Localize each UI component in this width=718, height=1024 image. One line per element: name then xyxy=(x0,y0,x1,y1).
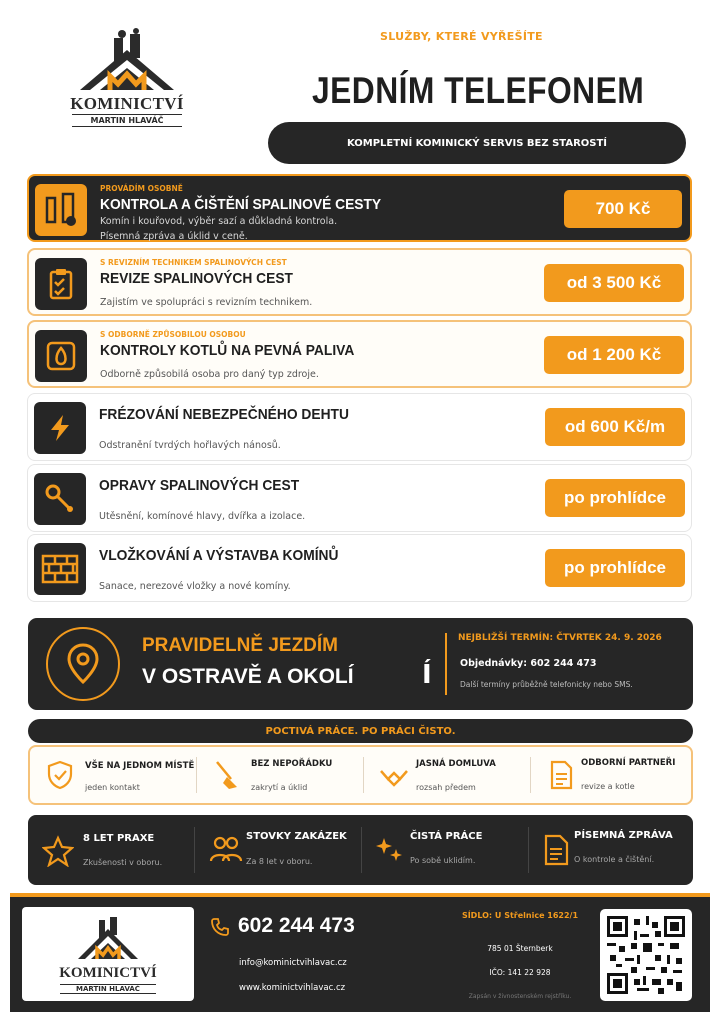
service-card-boilers[interactable] xyxy=(27,320,692,388)
footer-email[interactable]: info@kominictvihlavac.cz xyxy=(239,958,347,968)
lightning-icon xyxy=(34,402,86,454)
price-badge: od 3 500 Kč xyxy=(544,264,684,302)
service-tag: S ODBORNĚ ZPŮSOBILOU OSOBOU xyxy=(100,330,246,339)
report-icon xyxy=(541,833,571,867)
service-title: FRÉZOVÁNÍ NEBEZPEČNÉHO DEHTU xyxy=(99,406,349,423)
header-pill: KOMPLETNÍ KOMINICKÝ SERVIS BEZ STAROSTÍ xyxy=(268,122,686,164)
service-card-inspection[interactable] xyxy=(27,174,692,242)
footer-brand-subname: MARTIN HLAVÁČ xyxy=(60,984,156,994)
motto-banner: POCTIVÁ PRÁCE. PO PRÁCI ČISTO. xyxy=(28,719,693,743)
handshake-icon xyxy=(378,759,410,791)
star-icon xyxy=(42,835,74,867)
brand-subname: MARTIN HLAVÁČ xyxy=(72,114,182,127)
location-line-1: PRAVIDELNĚ JEZDÍM xyxy=(142,635,339,656)
footer-website[interactable]: www.kominictvihlavac.cz xyxy=(239,983,346,993)
brand-logo xyxy=(52,28,202,132)
benefit-item: JASNÁ DOMLUVA rozsah předem xyxy=(364,747,529,803)
house-chimney-logo-icon xyxy=(52,28,202,98)
stat-item: 8 LET PRAXE Zkušenosti v oboru. xyxy=(28,815,193,885)
footer-ico: IČO: 141 22 928 xyxy=(489,968,551,977)
benefit-item: VŠE NA JEDNOM MÍSTĚ jeden kontakt xyxy=(30,747,195,803)
service-title: KONTROLA A ČIŠTĚNÍ SPALINOVÉ CESTY xyxy=(100,196,382,213)
service-desc-2: Písemná zpráva a úklid v ceně. xyxy=(100,231,248,242)
price-badge: od 600 Kč/m xyxy=(545,408,685,446)
service-card-chimney-lining[interactable] xyxy=(27,534,692,602)
next-date: NEJBLIŽŠÍ TERMÍN: ČTVRTEK 24. 9. 2026 xyxy=(458,633,662,643)
divider xyxy=(445,633,447,695)
bricks-icon xyxy=(34,543,86,595)
chimney-brush-icon xyxy=(35,184,87,236)
shield-check-icon xyxy=(44,759,76,791)
footer xyxy=(10,893,710,1012)
benefit-item: BEZ NEPOŘÁDKU zakrytí a úklid xyxy=(197,747,362,803)
footer-logo-card xyxy=(22,907,194,1001)
sparkle-icon xyxy=(374,835,404,865)
service-desc: Sanace, nerezové vložky a nové komíny. xyxy=(99,581,291,592)
orders-phone[interactable]: Objednávky: 602 244 473 xyxy=(460,658,597,669)
service-desc: Odborně způsobilá osoba pro daný typ zdroje. xyxy=(100,369,319,380)
qr-code[interactable] xyxy=(600,909,692,1001)
service-card-repairs[interactable] xyxy=(27,464,692,532)
service-title: REVIZE SPALINOVÝCH CEST xyxy=(100,270,293,287)
location-line-2: V OSTRAVĚ A OKOLÍ xyxy=(142,665,354,688)
qr-code-icon xyxy=(607,916,685,994)
service-card-revision[interactable] xyxy=(27,248,692,316)
service-desc: Utěsnění, komínové hlavy, dvířka a izolace. xyxy=(99,511,306,522)
service-tag: PROVÁDÍM OSOBNĚ xyxy=(100,184,183,193)
service-card-milling[interactable] xyxy=(27,393,692,461)
page-title: JEDNÍM TELEFONEM xyxy=(312,70,645,111)
stats-strip xyxy=(28,815,693,885)
service-desc: Zajistím ve spolupráci s revizním technikem. xyxy=(100,297,313,308)
price-badge: po prohlídce xyxy=(545,549,685,587)
people-icon xyxy=(209,835,243,863)
service-tag: S REVIZNÍM TECHNIKEM SPALINOVÝCH CEST xyxy=(100,258,287,267)
price-badge: 700 Kč xyxy=(564,190,682,228)
boiler-flame-icon xyxy=(35,330,87,382)
location-note: Další termíny průběžně telefonicky nebo SMS. xyxy=(460,680,633,689)
service-title: VLOŽKOVÁNÍ A VÝSTAVBA KOMÍNŮ xyxy=(99,547,339,564)
footer-brand-name: KOMINICTVÍ xyxy=(59,965,157,981)
price-badge: od 1 200 Kč xyxy=(544,336,684,374)
footer-registry: Zapsán v živnostenském rejstříku. xyxy=(468,993,572,1000)
price-badge: po prohlídce xyxy=(545,479,685,517)
location-separator: Í xyxy=(422,660,432,690)
header-kicker: SLUŽBY, KTERÉ VYŘEŠÍTE xyxy=(380,30,543,43)
service-desc: Odstranění tvrdých hořlavých nánosů. xyxy=(99,440,281,451)
phone-icon xyxy=(210,917,230,937)
house-chimney-logo-icon xyxy=(63,913,153,963)
repair-tool-icon xyxy=(34,473,86,525)
service-title: KONTROLY KOTLŮ NA PEVNÁ PALIVA xyxy=(100,342,355,359)
service-desc: Komín i kouřovod, výběr sazí a důkladná kontrola. xyxy=(100,216,338,227)
footer-phone[interactable]: 602 244 473 xyxy=(238,914,355,937)
stat-item: PÍSEMNÁ ZPRÁVA O kontrole a čištění. xyxy=(529,815,691,885)
footer-city: 785 01 Šternberk xyxy=(487,944,553,953)
map-pin-icon xyxy=(46,627,120,701)
benefits-strip xyxy=(28,745,693,805)
location-banner xyxy=(28,618,693,710)
brand-name: KOMINICTVÍ xyxy=(70,94,184,113)
broom-icon xyxy=(211,759,243,791)
benefit-item: ODBORNÍ PARTNEŘI revize a kotle xyxy=(531,747,693,803)
stat-item: ČISTÁ PRÁCE Po sobě uklidím. xyxy=(362,815,527,885)
document-icon xyxy=(545,759,577,791)
clipboard-check-icon xyxy=(35,258,87,310)
stat-item: STOVKY ZAKÁZEK Za 8 let v oboru. xyxy=(195,815,360,885)
service-title: OPRAVY SPALINOVÝCH CEST xyxy=(99,477,300,494)
footer-seat: SÍDLO: U Střelnice 1622/1 xyxy=(461,911,579,920)
